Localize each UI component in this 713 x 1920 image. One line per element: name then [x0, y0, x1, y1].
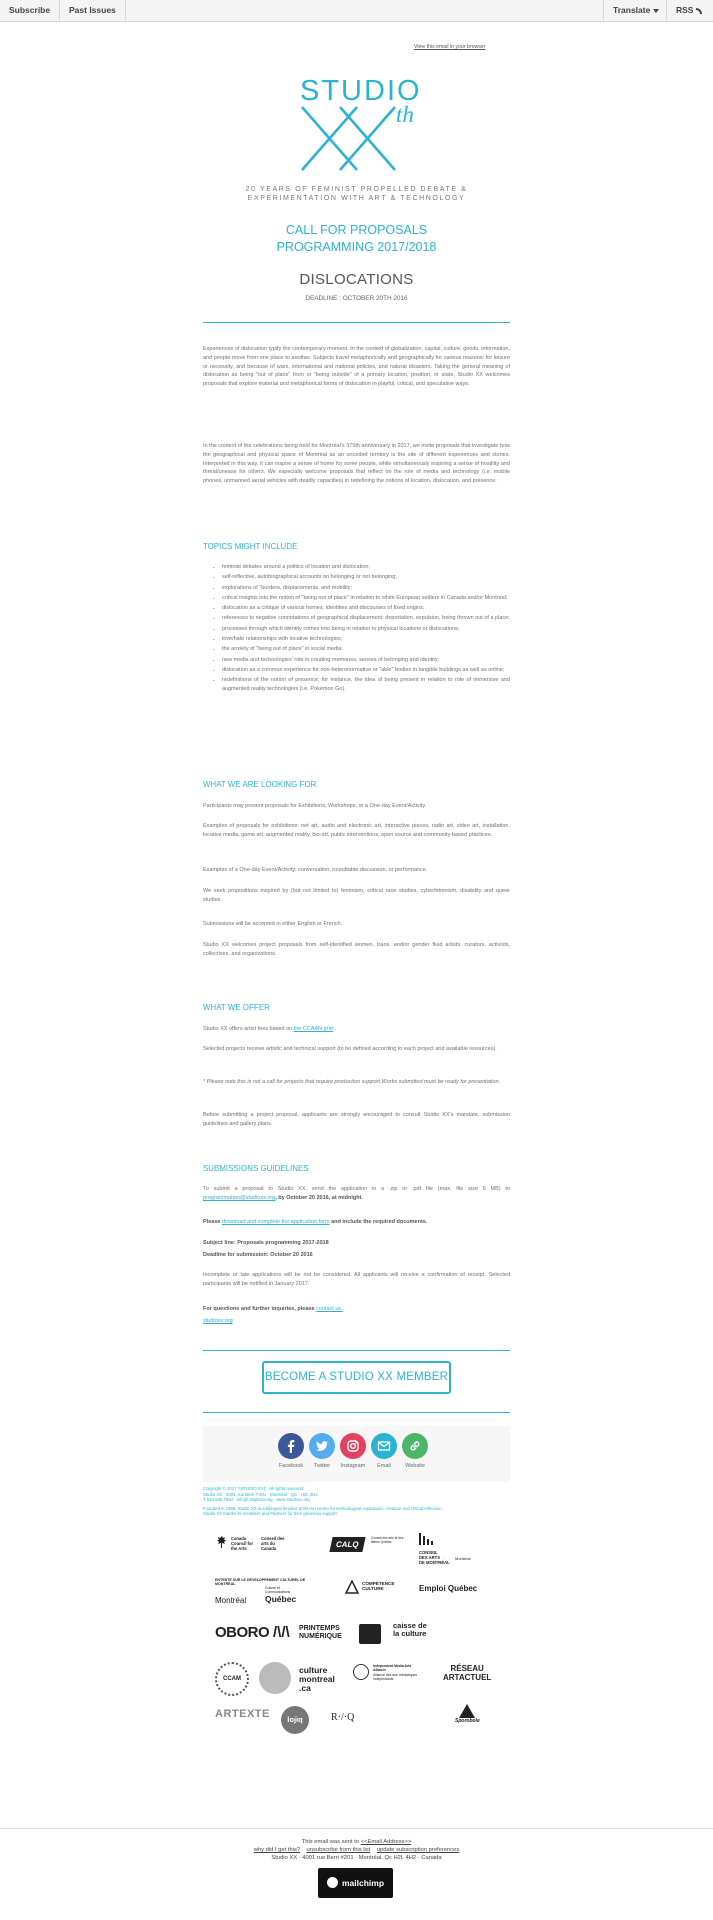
lojiq-logo: lojiq — [281, 1706, 309, 1734]
montreal-logo: Montréal — [215, 1596, 247, 1605]
facebook-icon[interactable] — [278, 1433, 304, 1459]
calq-logo — [331, 1534, 404, 1552]
twitter-icon[interactable] — [309, 1433, 335, 1459]
become-member-button[interactable]: BECOME A STUDIO XX MEMBER — [262, 1361, 451, 1394]
cam-montreal: Montréal — [455, 1556, 471, 1561]
guidelines-p6 — [203, 1317, 510, 1326]
logo-tagline — [203, 185, 510, 203]
why-link[interactable]: why did I get this? — [253, 1847, 301, 1853]
offer-heading: WHAT WE OFFER — [203, 1003, 270, 1012]
imaa-label-fr: Alliance des arts médiatiques indépendants — [373, 1673, 418, 1681]
calq-mark: CALQ — [329, 1537, 365, 1552]
topic-item: • processes through which identity comes into being in relation to physical locations or dislocations; — [222, 625, 510, 634]
topic-item: • critical insights into the notion of "being out of place" in relation to white European settlers in Canada and/or Montréal; — [222, 594, 510, 603]
canada-council-fr: Conseil des arts du Canada — [261, 1536, 285, 1551]
divider — [203, 1350, 510, 1351]
imaa-label: Independent Media Arts Alliance — [373, 1664, 412, 1672]
guidelines-p2-text: and include the required documents. — [331, 1219, 428, 1225]
topics-heading: TOPICS MIGHT INCLUDE — [203, 542, 298, 551]
update-preferences-link[interactable]: update subscription preferences — [376, 1847, 460, 1853]
email-follow[interactable] — [369, 1433, 399, 1469]
cfp-line-2: PROGRAMMING 2017/2018 — [276, 240, 437, 254]
offer-p3: * Please note this is not a call for projects that require production support.Works submitted must be ready for presentation. — [203, 1079, 501, 1085]
circle-partner-logo — [259, 1662, 291, 1694]
culture-comm-label: Culture et Communications — [265, 1586, 291, 1594]
topic-item: • references to negative connotations of geographical displacement: deportation, expulsion, being thrown out of a place; — [222, 614, 510, 623]
ccam-logo: CCAM — [215, 1662, 249, 1696]
instagram-icon[interactable] — [340, 1433, 366, 1459]
freddie-icon — [327, 1877, 338, 1888]
twitter-follow[interactable] — [307, 1433, 337, 1469]
culture-montreal-logo — [299, 1666, 335, 1693]
offer-p1 — [203, 1025, 510, 1034]
culture-mtl-line-3: .ca — [299, 1683, 311, 1693]
rss-label: RSS — [676, 5, 694, 15]
guidelines-p1-deadline: , by October 20 2016, at midnight. — [275, 1194, 363, 1201]
website-label: Website — [405, 1463, 425, 1469]
dislocations-title: DISLOCATIONS — [299, 271, 414, 288]
guidelines-subject: Subject line: Proposals programming 2017-2018 — [203, 1240, 329, 1246]
translate-label: Translate — [613, 5, 651, 15]
looking-p1: Participants may present proposals for Exhibitions, Workshops, or a One-day Event/Activity. — [203, 803, 427, 809]
printemps-mark: /\/\ — [273, 1624, 290, 1641]
topic-item: • new media and technologies' role in creating memories, senses of belonging and identity; — [222, 656, 510, 665]
looking-p4: We seek propositions inspired by (but not limited to) feminism, critical race studies, cyberfeminism, disability and queer studies. — [203, 888, 510, 903]
divider — [203, 322, 510, 323]
rq-logo: R·/·Q — [331, 1712, 355, 1723]
email-address-link[interactable]: <<Email Address>> — [360, 1839, 412, 1845]
guidelines-p1 — [203, 1185, 510, 1203]
guidelines-heading: SUBMISSIONS GUIDELINES — [203, 1164, 309, 1173]
offer-p1-text: Studio XX offers artist fees based on — [203, 1026, 293, 1032]
call-for-proposals-heading — [203, 222, 510, 256]
culture-mtl-line-1: culture — [299, 1665, 328, 1675]
guidelines-p1-text: To submit a proposal to Studio XX, send the application in a .zip or .pdf file (max. file size 5 MB) to — [203, 1186, 510, 1192]
topic-item: • dislocation as a critique of various homes, identities and discourses of fixed origins; — [222, 604, 510, 613]
contact-line: T 514 845 7934 · info@ studioxx.org · www.studioxx.org — [203, 1497, 310, 1503]
caisse-line-2: la culture — [393, 1629, 427, 1638]
caisse-culture-logo — [393, 1622, 427, 1638]
logo-th: th — [396, 102, 414, 127]
looking-for-heading: WHAT WE ARE LOOKING FOR — [203, 780, 317, 789]
emploi-quebec-logo: Emploi Québec — [419, 1584, 478, 1593]
thanks-line: Studio XX thanks its members and Partners for their generous support. — [203, 1511, 338, 1517]
email-label: Email — [377, 1463, 391, 1469]
archive-bar — [0, 0, 713, 22]
sent-to-line — [0, 1839, 713, 1846]
sporobole-icon — [459, 1704, 475, 1718]
instagram-follow[interactable] — [338, 1433, 368, 1469]
footer-address: Studio XX · 4001 rue Berri #201 · Montréal, Qc H2L 4H2 · Canada — [271, 1855, 442, 1861]
reseau-artactuel-logo — [443, 1664, 491, 1682]
topic-item: • self-reflective, autobiographical accounts on belonging or not belonging; — [222, 573, 510, 582]
link-icon[interactable] — [402, 1433, 428, 1459]
tagline-line-2: EXPERIMENTATION WITH ART & TECHNOLOGY — [247, 195, 466, 202]
footer-divider — [0, 1828, 713, 1829]
ccaan-grid-link[interactable]: the CCAAN grid — [293, 1026, 333, 1032]
deadline-subtitle: DEADLINE : OCTOBER 20TH 2016 — [305, 295, 408, 302]
cfp-line-1: CALL FOR PROPOSALS — [285, 223, 428, 237]
submission-email-link[interactable]: programmation@studioxx.org — [203, 1194, 276, 1201]
chevron-down-icon — [653, 9, 659, 13]
topic-item: • dislocation as a common experience for non-heteronormative or "able" bodies in tangible buildings as well as online; — [222, 666, 510, 675]
tagline-line-1: 20 YEARS OF FEMINIST PROPELLED DEBATE & — [245, 186, 468, 193]
social-bar — [203, 1426, 510, 1482]
instagram-label: Instagram — [340, 1463, 366, 1469]
unsubscribe-link[interactable]: unsubscribe from this list — [306, 1847, 371, 1853]
website-follow[interactable] — [400, 1433, 430, 1469]
sent-to-text: This email was sent to — [301, 1839, 360, 1845]
application-form-link[interactable]: download and complete the application form — [221, 1219, 330, 1225]
address-line: Studio XX · 4001, rue Berri # 201 · Montréal · QC · H2L 4H2 — [203, 1491, 318, 1497]
guidelines-p2-please: Please — [203, 1219, 221, 1225]
imaa-icon — [353, 1664, 369, 1680]
partner-logos — [203, 1530, 510, 1742]
facebook-label: Facebook — [278, 1463, 304, 1469]
printemps-line-2: NUMÉRIQUE — [299, 1633, 342, 1640]
contact-us-link[interactable]: contact us. — [316, 1306, 343, 1312]
artexte-logo: ARTEXTE — [215, 1708, 270, 1720]
intro-paragraph-1: Experiences of dislocation typify the contemporary moment. In the context of globalization, capital, culture, goods, information, and people move from one place to another. Subjects travel metaphorically and geographically for various reasons: for leisure or necessity, and because of wars, international and national policies, and natural disasters. Taking the general meaning of dislocation as being "out of place" from or "being outside" of a primary location, position, or state, Studio XX welcomes proposals that explore material and metaphorical forms of dislocation in playful, critical, and speculative ways. — [203, 346, 510, 388]
divider — [203, 1412, 510, 1413]
quebec-ministry-logo — [265, 1586, 305, 1604]
rss-button[interactable] — [666, 0, 713, 21]
offer-p4: Before submitting a project proposal, applicants are strongly encouraged to consult Studio XX's mandate, submission guidelines and gallery plans. — [203, 1112, 510, 1127]
sporobole-label: Sporobole — [455, 1718, 480, 1724]
guidelines-p5-text: For questions and further inquiries, please — [203, 1306, 315, 1312]
looking-p2: Examples of proposals for exhibitions: net art, audio and electronic art, interactive pieces, radio art, video art, installation, locative media, game art, augmented reality, bio-art, public interventions, open source and community-based practices. — [203, 823, 510, 838]
email-icon[interactable] — [371, 1433, 397, 1459]
competence-label: COMPÉTENCE CULTURE — [362, 1581, 395, 1592]
guidelines-p2 — [203, 1218, 510, 1227]
cam-logo — [419, 1532, 471, 1565]
subscribe-button[interactable]: Subscribe — [0, 0, 60, 21]
cam-line-2: DES ARTS — [419, 1555, 441, 1560]
cam-line-1: CONSEIL — [419, 1550, 438, 1555]
translate-button[interactable] — [603, 0, 668, 21]
looking-p5: Submissions will be accepted in either English or French. — [203, 921, 343, 927]
facebook-follow[interactable] — [276, 1433, 306, 1469]
canada-council-en: Canada Council for the Arts — [231, 1536, 254, 1551]
mailchimp-label: mailchimp — [341, 1878, 385, 1888]
guidelines-p5 — [203, 1305, 510, 1314]
studio-xx-logo — [240, 72, 472, 182]
topic-item: • feminist debates around a politics of location and dislocation; — [222, 563, 510, 572]
studioxx-site-link[interactable]: studioxx.org — [203, 1318, 233, 1324]
past-issues-button[interactable]: Past Issues — [60, 0, 126, 21]
quebec-wordmark: Québec — [265, 1594, 297, 1604]
offer-p2: Selected projects receive artistic and technical support (to be defined according to each project and available resources). — [203, 1046, 497, 1052]
looking-p3: Examples of a One-day Event/Activity: conversation, roundtable discussion, or performance. — [203, 867, 428, 873]
logo-xx-mark — [302, 107, 395, 170]
mailchimp-badge[interactable] — [318, 1868, 393, 1898]
logo-wordmark: STUDIO — [300, 75, 422, 107]
reseau-line-1: RÉSEAU — [450, 1664, 484, 1673]
topics-list — [210, 563, 510, 694]
topic-item: • the anxiety of "being out of place" in social media; — [222, 645, 510, 654]
copyright-block — [203, 1486, 510, 1517]
cam-line-3: DE MONTRÉAL — [419, 1560, 450, 1565]
looking-p6: Studio XX welcomes project proposals from self-identified women, trans, and/or gender fluid artists, curators, activists, collectives, and organizations. — [203, 942, 510, 957]
copyright-line: Copyright © 2017 *|STUDIO XX|*, All rights reserved. — [203, 1486, 305, 1491]
printemps-line-1: PRINTEMPS — [299, 1625, 340, 1632]
sporobole-small-logo — [359, 1624, 381, 1644]
topics-list-wrap — [210, 563, 510, 695]
caisse-line-1: caisse de — [393, 1621, 427, 1630]
intro-paragraph-2: In the context of the celebrations being held for Montréal's 375th anniversary in 2017, we invite proposals that investigate how the geographical and physical space of Montréal as an unceded territory is the site of different experiences and stories. Interpreted in this way, it can inspire a sense of home for some people, while simultaneously inspiring a sense of hostility and threat/unease for others. We especially welcome proposals that reflect on the role of media and technology (i.e. mobile phones, unmanned aerial vehicles with deadly capacities) in redefining the notions of location, dislocation, and presence. — [203, 443, 510, 485]
topic-item: • explorations of "borders, displacements, and mobility; — [222, 584, 510, 593]
reseau-line-2: ARTACTUEL — [443, 1673, 492, 1682]
calq-subtitle: Conseil des arts et des lettres Québec — [371, 1536, 404, 1544]
entente-line: ENTENTE SUR LE DÉVELOPPEMENT CULTUREL DE MONTRÉAL — [215, 1578, 306, 1586]
rss-icon — [696, 8, 702, 14]
guidelines-p4: Incomplete or late applications will be not be considered. All applicants will receive a confirmation of receipt. Selected participants will be notified in January 2017. — [203, 1272, 510, 1287]
subscription-links — [0, 1847, 713, 1854]
guidelines-deadline: Deadline for submission: October 20 2016 — [203, 1252, 313, 1258]
cam-bars-icon — [419, 1533, 435, 1545]
sporobole-logo — [455, 1704, 480, 1724]
topic-item: • redefinitions of the notion of presence; for instance, the idea of being present in relation to role of immersive and augmented reality technologies (i.e. Pokemon Go). — [222, 676, 510, 694]
topic-item: • love/hate relationships with locative technologies; — [222, 635, 510, 644]
twitter-label: Twitter — [313, 1463, 331, 1469]
oboro-logo: OBORO — [215, 1624, 270, 1641]
mission-line: Founded in 1996, Studio XX is a bilingual feminist artist-run centre for technological exploration, creation and critical reflection. — [203, 1505, 443, 1511]
culture-mtl-line-2: montreal — [299, 1674, 335, 1684]
maple-leaf-icon — [217, 1536, 227, 1548]
view-in-browser-link[interactable]: View this email in your browser — [414, 44, 486, 50]
competence-icon — [345, 1580, 359, 1594]
